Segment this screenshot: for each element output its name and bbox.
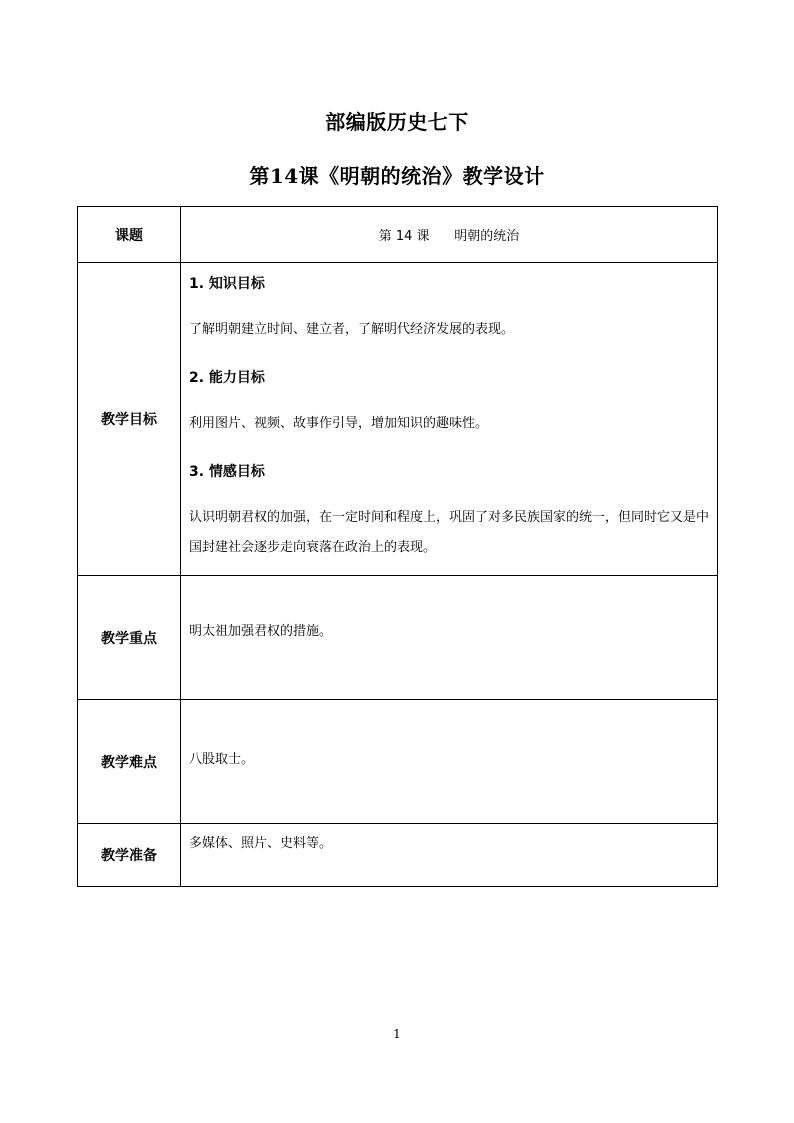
table-row-objectives xyxy=(78,263,718,576)
label-objectives: 教学目标 xyxy=(78,263,181,576)
objective-heading-knowledge: 1. 知识目标 xyxy=(189,276,265,292)
lesson-plan-table xyxy=(77,206,718,887)
value-objectives xyxy=(181,263,718,576)
table-row-difficult-points xyxy=(78,700,718,824)
label-preparation: 教学准备 xyxy=(78,824,181,887)
objective-text-knowledge: 了解明朝建立时间、建立者，了解明代经济发展的表现。 xyxy=(189,322,515,337)
page-number: 1 xyxy=(393,1027,401,1041)
table-row-key-points xyxy=(78,576,718,700)
value-key-points: 明太祖加强君权的措施。 xyxy=(181,576,718,700)
table-row-preparation xyxy=(78,824,718,887)
value-difficult-points: 八股取士。 xyxy=(181,700,718,824)
document-subtitle: 第14课《明朝的统治》教学设计 xyxy=(249,164,545,188)
objective-heading-emotion: 3. 情感目标 xyxy=(189,464,265,480)
value-subject: 第 14 课 明朝的统治 xyxy=(181,207,718,263)
table-row-subject xyxy=(78,207,718,263)
objective-text-ability: 利用图片、视频、故事作引导，增加知识的趣味性。 xyxy=(189,416,489,431)
objective-heading-ability: 2. 能力目标 xyxy=(189,370,265,386)
label-difficult-points: 教学难点 xyxy=(78,700,181,824)
document-title: 部编版历史七下 xyxy=(325,110,469,134)
label-subject: 课题 xyxy=(78,207,181,263)
label-key-points: 教学重点 xyxy=(78,576,181,700)
objective-text-emotion: 认识明朝君权的加强，在一定时间和程度上，巩固了对多民族国家的统一，但同时它又是中国封建社会逐步走向衰落在政治上的表现。 xyxy=(189,510,710,555)
value-preparation: 多媒体、照片、史料等。 xyxy=(181,824,718,887)
